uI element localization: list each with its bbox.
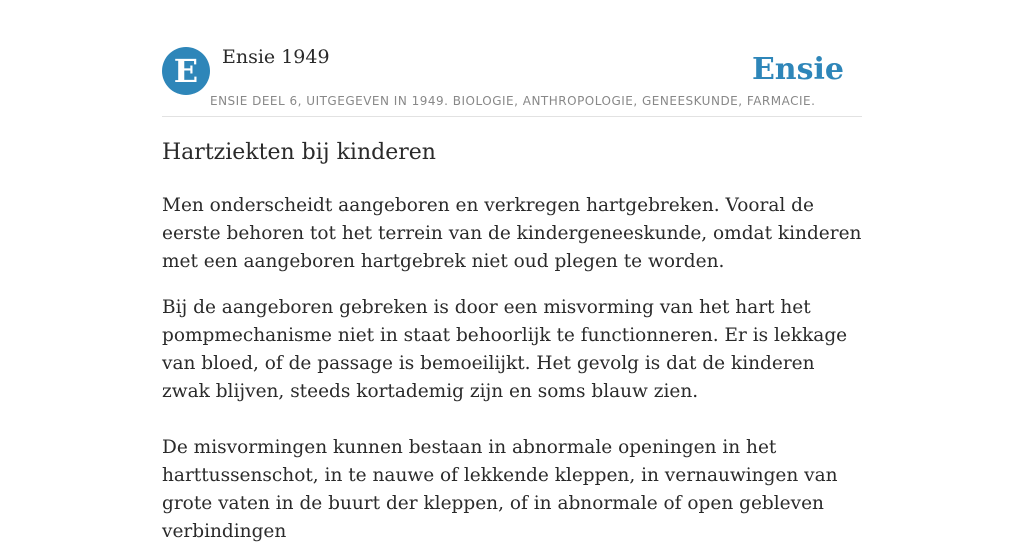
article-body [162,192,862,546]
header [162,0,862,117]
paragraph: Men onderscheidt aangeboren en verkregen hartgebreken. Vooral de eerste behoren tot het terrein van de kindergeneeskunde, omdat kinderen met een aangeboren hartgebrek niet oud plegen te worden. [162,195,862,272]
page [162,0,862,542]
paragraph: Bij de aangeboren gebreken is door een misvorming van het hart het pompmechanisme niet in staat behoorlijk te functionneren. Er is lekkage van bloed, of de passage is bemoeilijkt. Het gevolg is dat de kinderen zwak blijven, steeds kortademig zijn en soms blauw zien. [162,297,848,402]
ensie-logo-icon[interactable]: E [162,47,210,95]
paragraph: De misvormingen kunnen bestaan in abnormale openingen in het harttussenschot, in te nauwe of lekkende kleppen, in vernauwingen van grote vaten in de buurt der kleppen, of in abnormale of open gebleven verbindingen [162,437,838,542]
article-title: Hartziekten bij kinderen [162,140,436,165]
source-subtitle: ENSIE DEEL 6, UITGEGEVEN IN 1949. BIOLOGIE, ANTHROPOLOGIE, GENEESKUNDE, FARMACIE. [210,94,816,108]
brand-logo[interactable]: Ensie [751,52,844,87]
source-title[interactable]: Ensie 1949 [222,46,330,68]
